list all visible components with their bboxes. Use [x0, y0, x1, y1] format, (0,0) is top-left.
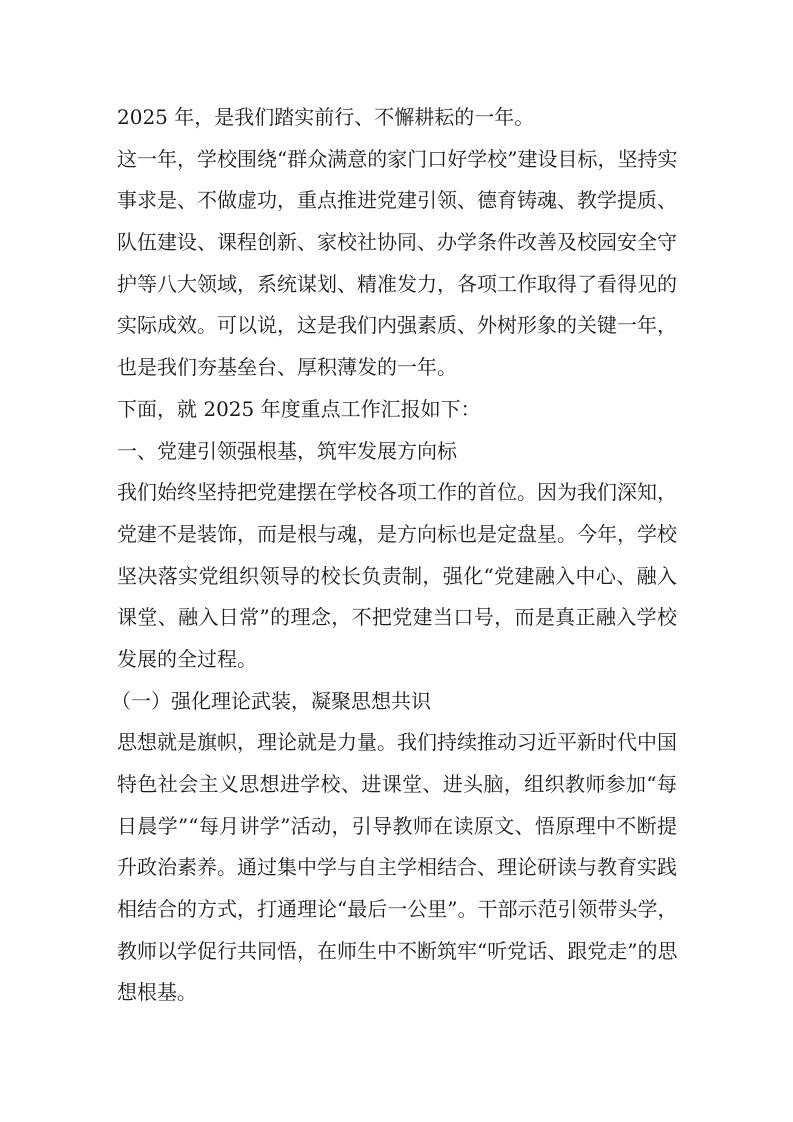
paragraph: [117, 725, 677, 1017]
text-line: 发展的全过程。: [117, 646, 257, 671]
paragraph: [117, 142, 677, 392]
text-line: 我们始终坚持把党建摆在学校各项工作的首位。因为我们深知，: [117, 480, 677, 505]
text-line: 党建不是装饰，而是根与魂，是方向标也是定盘星。今年，学校: [117, 521, 677, 546]
paragraph: [117, 392, 677, 434]
text-line: （一）强化理论武装，凝聚思想共识: [111, 688, 431, 713]
section-heading: [117, 434, 677, 476]
text-line: 日晨学”“每月讲学”活动，引导教师在读原文、悟原理中不断提: [117, 813, 677, 838]
text-line: 一、党建引领强根基，筑牢发展方向标: [117, 438, 457, 463]
text-line: 2025 年，是我们踏实前行、不懈耕耘的一年。: [117, 105, 535, 129]
paragraph: [117, 100, 677, 142]
text-line: 课堂、融入日常”的理念，不把党建当口号，而是真正融入学校: [117, 605, 677, 630]
text-line: 护等八大领域，系统谋划、精准发力，各项工作取得了看得见的: [117, 271, 677, 296]
text-line: 教师以学促行共同悟，在师生中不断筑牢“听党话、跟党走”的思: [117, 938, 678, 963]
text-line: 实际成效。可以说，这是我们内强素质、外树形象的关键一年，: [117, 313, 677, 338]
text-line: 队伍建设、课程创新、家校社协同、办学条件改善及校园安全守: [117, 230, 677, 255]
text-line: 坚决落实党组织领导的校长负责制，强化“党建融入中心、融入: [117, 563, 677, 588]
text-line: 相结合的方式，打通理论“最后一公里”。干部示范引领带头学，: [117, 897, 678, 922]
document-page: [111, 100, 678, 1017]
text-line: 也是我们夯基垒台、厚积薄发的一年。: [117, 355, 457, 380]
text-line: 思想就是旗帜，理论就是力量。我们持续推动习近平新时代中国: [117, 730, 677, 755]
text-line: 下面，就 2025 年度重点工作汇报如下：: [117, 396, 481, 421]
text-line: 事求是、不做虚功，重点推进党建引领、德育铸魂、教学提质、: [117, 188, 677, 213]
text-line: 升政治素养。通过集中学与自主学相结合、理论研读与教育实践: [117, 855, 677, 880]
text-line: 特色社会主义思想进学校、进课堂、进头脑，组织教师参加“每: [117, 772, 677, 796]
text-line: 想根基。: [117, 980, 197, 1005]
subsection-heading: [111, 684, 677, 726]
text-line: 这一年，学校围绕“群众满意的家门口好学校”建设目标，坚持实: [117, 146, 678, 171]
paragraph: [117, 475, 677, 683]
